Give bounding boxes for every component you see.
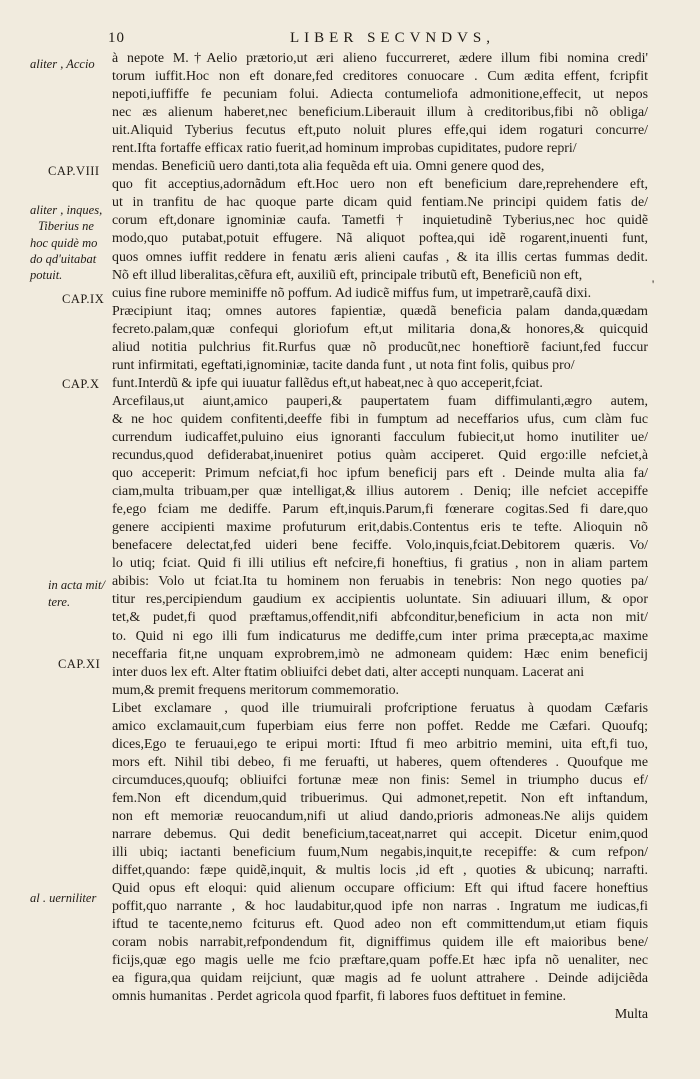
text-line: nec æs alienum haberet,nec beneficium.Liberauit illum à creditoribus,fibi nõ obliga/ bbox=[112, 105, 648, 121]
text-line: modo,quo putabat,potuit effugere. Nã aliquot poftea,qui idẽ rogarent,inuenti funt, bbox=[112, 231, 648, 247]
marginal-gloss: potuit. bbox=[30, 268, 63, 282]
text-line: Nõ eft illud liberalitas,cẽfura eft, auxiliũ eft, principale tributũ eft, Beneficiũ non eft, bbox=[112, 267, 583, 283]
text-line: fe,ego fciam me dediffe. Parum eft,inquis.Parum,fi fœnerare cogitas.Sed fi dare,quo bbox=[112, 502, 648, 518]
main-text-column bbox=[112, 50, 648, 1025]
text-line: Libet exclamare , quod ille triumuirali profcriptione feruatus à quodam Cæfaris bbox=[112, 700, 648, 716]
text-line: & ne hoc quidem confitenti,deeffe fibi in fumptum ad neceffarios ufus, cum clàm fuc bbox=[112, 411, 648, 427]
text-line: quo fit acceptius,adornãdum eft.Hoc uero non eft beneficium dare,reprehendere eft, bbox=[112, 177, 648, 193]
text-line: Multa bbox=[614, 1007, 648, 1023]
marginal-gloss: hoc quidè mo bbox=[30, 236, 98, 250]
text-line: poffit,quo narrante , & hoc laudabitur,quod ipfe non narras . Ingratum me iudicas,fi bbox=[112, 899, 648, 915]
text-line: omnis humanitas . Perdet agricola quod fparfit, fi labores fuos deftituet in femine. bbox=[112, 989, 567, 1005]
text-line: uit.Aliquid Tyberius fecutus eft,puto noluit plures effe,qui idem rogaturi concurre/ bbox=[112, 123, 648, 139]
text-line: corum eft,donare ignominiæ caufa. Tametfi † inquietudinẽ Tyberius,nec hoc quidẽ bbox=[112, 213, 648, 229]
edge-mark: ' bbox=[652, 277, 655, 291]
text-line: ut in tranfitu de hac quoque parte dicam quid fentiam.Ne principi quidem fatis de/ bbox=[112, 195, 648, 211]
text-line: rent.Ifta fortaffe efficax ratio fuerit,ad hominum improbas cupiditates, pudore repri/ bbox=[112, 141, 577, 157]
text-line: amico exclamauit,cum fuperbiam eius ferre non poffet. Redde me Cæfari. Quoufq; bbox=[112, 718, 648, 734]
text-line: mendas. Beneficiũ uero danti,tota alia fequẽda eft uia. Omni genere quod des, bbox=[112, 159, 545, 175]
text-line: lo utiq; fciat. Quid fi illi utilius eft nefcire,fi honeftius, fi gratius , non in aliam partem bbox=[112, 556, 648, 572]
marginal-gloss: aliter , inques, bbox=[30, 203, 103, 217]
text-line: to. Quid ni ego illi fum indicaturus me dediffe,cum inter prima præcepta,ac maxime bbox=[112, 628, 648, 644]
running-head: LIBER SECVNDVS, bbox=[290, 30, 496, 46]
text-line: recundus,quod defiderabat,inueniret potius quàm acciperet. Quid ergo:ille nefciet,à bbox=[112, 448, 648, 464]
text-line: neceffaria fit,ne unquam exprobrem,imò ne admoneam quidem: Hæc enim beneficij bbox=[112, 646, 648, 662]
text-line: Arcefilaus,ut aiunt,amico pauperi,& paupertatem fuam diffimulanti,ægro autem, bbox=[112, 393, 648, 409]
text-line: Præcipiunt itaq; omnes autores fapientiæ, quædã beneficia palam danda,quædam bbox=[112, 303, 648, 319]
text-line: inter duos lex eft. Alter ftatim obliuifci debet dati, alter accepti nunquam. Lacerat ani bbox=[112, 664, 585, 680]
text-line: titur res,percipiendum gaudium ex accipientis uoluntate. Sin adiuuari illum, & opor bbox=[112, 592, 648, 608]
text-line: iftud te tacente,nemo fciturus eft. Quod adeo non eft committendum,ut etiam fiquis bbox=[112, 917, 648, 933]
text-line: genere accipienti maxime profuturum erit,dabis.Contentus eris te tefte. Alioquin nõ bbox=[112, 520, 648, 536]
text-line: diffet,quando: fæpe quidẽ,inquit, & multis locis ,id eft , quoties & ubicunq; narrafti. bbox=[112, 863, 648, 879]
text-line: fem.Non eft dicendum,quid tribuerimus. Qui admonet,repetit. Non eft inftandum, bbox=[112, 790, 648, 806]
margin-notes bbox=[0, 0, 110, 1079]
text-line: nepoti,iuffiffe fe pecuniam folui. Adiecta contumeliofa admonitione,effecit, ut nepos bbox=[112, 87, 648, 103]
text-line: non eft memoriæ reuocandum,nifi ut aliud dando,prioris admoneas.Ne alijs quidem bbox=[112, 808, 648, 824]
text-line: torum iuffit.Hoc non eft donare,fed creditores conuocare . Cum ædita effent, fcripfit bbox=[112, 69, 648, 85]
text-line: funt.Interdũ & ipfe qui iuuatur fallẽdus eft,ut habeat,nec à quo acceperit,fciat. bbox=[112, 375, 543, 391]
text-line: benefacere delectat,fed uideri bene feciffe. Volo,inquis,fciat.Debitorem quæris. Vo/ bbox=[112, 538, 648, 554]
marginal-gloss: al . uerniliter bbox=[30, 891, 97, 905]
text-line: currendum iudicaffet,puluino eius ignoranti facculum fubiecit,ut homo inutiliter ue/ bbox=[112, 429, 648, 445]
chapter-heading: CAP.VIII bbox=[48, 164, 100, 178]
text-line: tet,& pudet,fi quod præftamus,offendit,nifi abfconditur,beneficium in acta non mit/ bbox=[112, 610, 648, 626]
marginal-gloss: in acta mit/ bbox=[48, 578, 105, 592]
text-line: mors eft. Nihil tibi debeo, fi me feruafti, ut haberes, quem oftenderes . Quoufque me bbox=[112, 754, 648, 770]
marginal-gloss: tere. bbox=[48, 595, 71, 609]
marginal-gloss: Tiberius ne bbox=[38, 219, 94, 233]
text-line: ea figura,qua quidam reijciunt, quæ magis ad fe uolunt attrahere . Deinde adijciẽda bbox=[112, 971, 648, 987]
chapter-heading: CAP.XI bbox=[58, 657, 101, 671]
text-line: Quid opus eft eloqui: quid alienum occupare officium: Eft qui iftud facere honeftius bbox=[112, 881, 648, 897]
text-line: quo acceperit: Primum nefciat,fi hoc ipfum beneficij pars eft . Deinde multa alia fa/ bbox=[112, 466, 648, 482]
text-line: à nepote M.†Aelio prætorio,ut æri alieno fuccurreret, ædere illum fibi nomina credi' bbox=[112, 51, 648, 66]
text-line: illi ubiq; iactanti beneficium fuum,Num negabis,inquit,te recepiffe: & cum refpon/ bbox=[112, 845, 648, 861]
text-line: dices,Ego te feruaui,ego te eripui morti: Iftud fi meo arbitrio memini, uita eft,fi tuo, bbox=[112, 736, 648, 752]
text-line: abibis: Volo ut fciat.Ita tu hominem non feruabis in tenebris: Non nego quoties pa/ bbox=[112, 574, 648, 590]
chapter-heading: CAP.IX bbox=[62, 292, 105, 306]
text-line: ficijs,quæ ego magis uelle me fcio præftare,quam poffe.Et hæc ipfa nõ uenaliter, nec bbox=[112, 953, 648, 969]
chapter-heading: CAP.X bbox=[62, 377, 100, 391]
text-line: ciam,multa tribuam,per quæ intelligat,& illius autorem . Deniq; ille nefciet accepiffe bbox=[112, 484, 648, 500]
text-line: quos omnes iuffit reddere in fenatu æris alieni caufas , & ita illis certas fummas dedit. bbox=[112, 249, 648, 265]
text-line: narrare debemus. Qui dedit beneficium,taceat,narret qui accepit. Dicetur enim,quod bbox=[112, 827, 648, 843]
text-line: fecreto.palam,quæ confequi gloriofum eft,ut militaria dona,& honores,& quicquid bbox=[112, 321, 648, 337]
text-line: runt infirmitati, egeftati,ignominiæ, tacite danda funt , ut nota fint folis, quibus pro/ bbox=[112, 357, 575, 373]
marginal-gloss: do qd'uitabat bbox=[30, 252, 97, 266]
text-line: aliud notitia pulchrius fit.Rurfus quæ nõ producũt,nec honeftiorẽ faciunt,fed fuccur bbox=[112, 339, 648, 355]
folio-number: 10 bbox=[108, 30, 125, 46]
text-line: coram nobis narrabit,refpondendum fit, digniffimus quidem ille eft maioribus bene/ bbox=[112, 935, 648, 951]
text-line: circumduces,quoufq; obliuifci fortunæ meæ non finis: Semel in triumpho ducus ef/ bbox=[112, 772, 648, 788]
text-line: mum,& premit frequens meritorum commemoratio. bbox=[112, 682, 400, 698]
text-line: cuius fine rubore meminiffe nõ poffum. Ad iudicẽ miffus fum, ut impetrarẽ,caufã dixi. bbox=[112, 285, 592, 301]
marginal-gloss: aliter , Accio bbox=[30, 57, 95, 71]
